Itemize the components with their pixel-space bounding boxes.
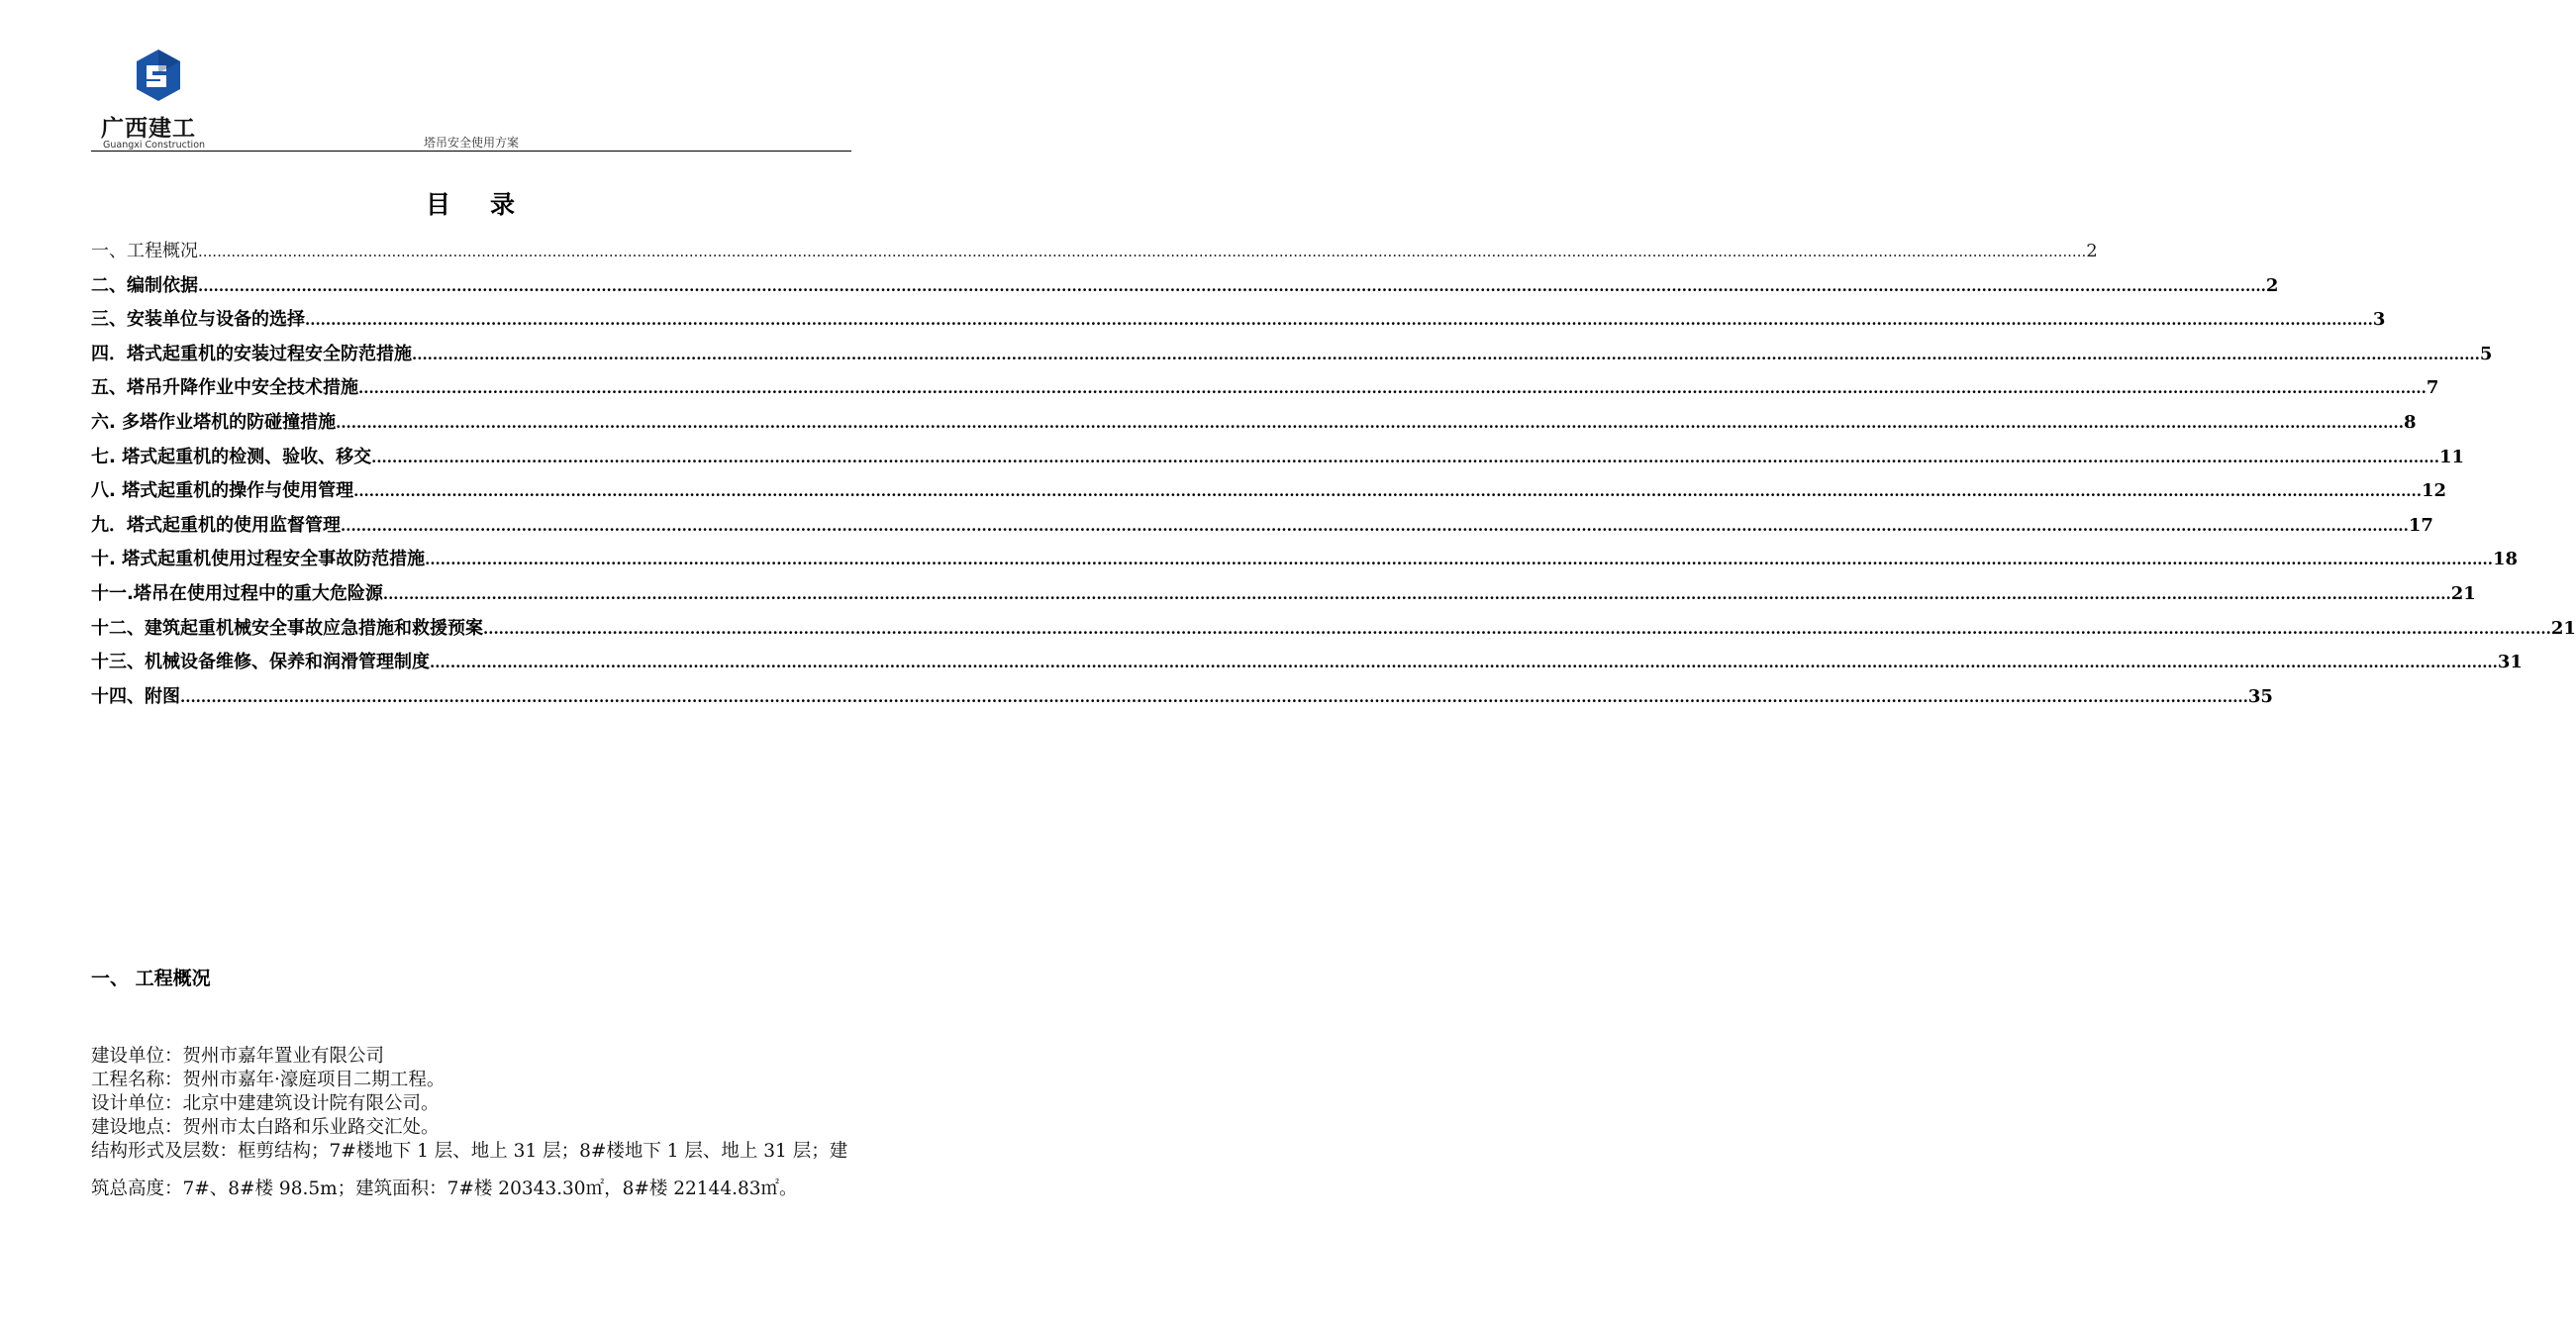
toc-leader-dots: ................................................................................................................................................................................................................................................................................................................................................................................................................ xyxy=(305,311,2373,330)
toc-entry-page: 11 xyxy=(2438,446,2465,467)
toc-leader-dots: ................................................................................................................................................................................................................................................................................................................................................................................................................ xyxy=(180,687,2248,706)
toc-entry-label: 九．塔式起重机的使用监督管理 xyxy=(91,514,341,536)
logo-chinese-name: 广西建工 xyxy=(101,116,196,142)
company-logo xyxy=(101,48,220,151)
toc-entry[interactable] xyxy=(91,545,2519,579)
toc-leader-dots: ................................................................................................................................................................................................................................................................................................................................................................................................................ xyxy=(371,448,2439,466)
toc-entry[interactable] xyxy=(91,682,2273,717)
toc-entry-label: 八. 塔式起重机的操作与使用管理 xyxy=(91,480,354,502)
toc-leader-dots: ................................................................................................................................................................................................................................................................................................................................................................................................................ xyxy=(483,619,2551,638)
info-line: 结构形式及层数：框剪结构；7#楼地下 1 层、地上 31 层；8#楼地下 1 层、地上 31 层；建筑总高度：7#、8#楼 98.5m；建筑面积：7#楼 20343.30㎡，8#楼 22144.83㎡。 xyxy=(91,1141,848,1199)
toc-leader-dots: ................................................................................................................................................................................................................................................................................................................................................................................................................ xyxy=(336,413,2404,432)
toc-entry-page: 2 xyxy=(2265,274,2279,296)
toc-entry[interactable] xyxy=(91,271,2279,306)
toc-entry-page: 18 xyxy=(2492,549,2519,570)
toc-entry-label: 十一.塔吊在使用过程中的重大危险源 xyxy=(91,582,383,604)
toc-leader-dots: ................................................................................................................................................................................................................................................................................................................................................................................................................ xyxy=(341,516,2409,535)
toc-entry-label: 十. 塔式起重机使用过程安全事故防范措施 xyxy=(91,549,426,570)
toc-leader-dots: ................................................................................................................................................................................................................................................................................................................................................................................................................ xyxy=(198,243,2087,260)
page-header xyxy=(91,40,851,152)
info-line: 建设地点：贺州市太白路和乐业路交汇处。 xyxy=(91,1117,440,1138)
project-info xyxy=(91,1045,853,1208)
toc-entry[interactable] xyxy=(91,614,2576,649)
toc-leader-dots: ................................................................................................................................................................................................................................................................................................................................................................................................................ xyxy=(358,379,2427,398)
toc-title: 目录 xyxy=(425,190,554,219)
toc-entry-label: 一、工程概况 xyxy=(91,241,198,261)
toc-entry[interactable] xyxy=(91,373,2439,408)
toc-entry-page: 17 xyxy=(2408,514,2433,536)
toc-entry[interactable] xyxy=(91,305,2386,340)
info-line: 工程名称：贺州市嘉年·濠庭项目二期工程。 xyxy=(91,1070,446,1090)
section-heading: 一、 工程概况 xyxy=(91,968,211,989)
toc-entry-label: 六. 多塔作业塔机的防碰撞措施 xyxy=(91,411,337,433)
info-line: 建设单位：贺州市嘉年置业有限公司 xyxy=(91,1046,385,1067)
header-divider xyxy=(91,151,851,152)
logo-mark-icon xyxy=(133,48,184,103)
document-title: 塔吊安全使用方案 xyxy=(423,136,519,150)
toc-entry-page: 7 xyxy=(2426,377,2439,399)
toc-entry[interactable] xyxy=(91,476,2447,511)
toc-entry-label: 三、安装单位与设备的选择 xyxy=(91,309,305,331)
toc-entry-page: 35 xyxy=(2247,685,2273,707)
toc-entry-label: 四．塔式起重机的安装过程安全防范措施 xyxy=(91,343,412,364)
toc-entry[interactable] xyxy=(91,237,2098,271)
toc-entry[interactable] xyxy=(91,579,2476,614)
toc-leader-dots: ................................................................................................................................................................................................................................................................................................................................................................................................................ xyxy=(198,276,2266,295)
toc-entry-page: 31 xyxy=(2497,652,2523,673)
toc-leader-dots: ................................................................................................................................................................................................................................................................................................................................................................................................................ xyxy=(425,551,2493,569)
toc-entry-page: 2 xyxy=(2086,241,2098,261)
toc-entry-page: 8 xyxy=(2403,411,2417,433)
toc-entry-label: 十三、机械设备维修、保养和润滑管理制度 xyxy=(91,652,430,673)
table-of-contents xyxy=(91,237,2576,716)
toc-entry-label: 五、塔吊升降作业中安全技术措施 xyxy=(91,377,358,399)
toc-leader-dots: ................................................................................................................................................................................................................................................................................................................................................................................................................ xyxy=(430,654,2498,672)
toc-entry[interactable] xyxy=(91,648,2523,682)
toc-entry[interactable] xyxy=(91,511,2433,546)
toc-entry-page: 3 xyxy=(2372,309,2386,331)
toc-leader-dots: ................................................................................................................................................................................................................................................................................................................................................................................................................ xyxy=(412,345,2480,363)
toc-entry-page: 21 xyxy=(2550,617,2576,639)
toc-entry-label: 二、编制依据 xyxy=(91,274,198,296)
toc-leader-dots: ................................................................................................................................................................................................................................................................................................................................................................................................................ xyxy=(382,584,2451,603)
toc-entry[interactable] xyxy=(91,408,2417,443)
toc-entry-label: 十二、建筑起重机械安全事故应急措施和救援预案 xyxy=(91,617,483,639)
logo-english-name: Guangxi Construction xyxy=(103,140,206,151)
toc-entry-label: 十四、附图 xyxy=(91,685,180,707)
toc-entry[interactable] xyxy=(91,340,2493,374)
toc-entry-page: 21 xyxy=(2450,582,2476,604)
info-line: 设计单位：北京中建建筑设计院有限公司。 xyxy=(91,1093,440,1114)
toc-leader-dots: ................................................................................................................................................................................................................................................................................................................................................................................................................ xyxy=(353,482,2422,501)
toc-entry-page: 12 xyxy=(2421,480,2447,502)
toc-entry[interactable] xyxy=(91,443,2465,477)
toc-entry-label: 七. 塔式起重机的检测、验收、移交 xyxy=(91,446,372,467)
toc-entry-page: 5 xyxy=(2479,343,2493,364)
